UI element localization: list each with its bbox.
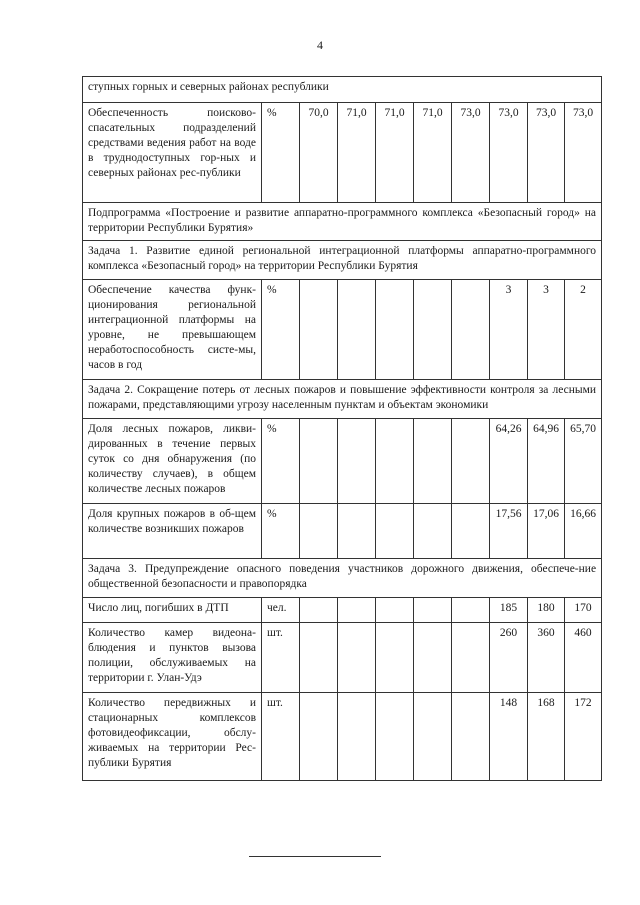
indicator-value: 64,26 bbox=[490, 419, 528, 504]
section-row bbox=[83, 559, 602, 598]
indicator-row bbox=[83, 280, 602, 380]
indicator-value bbox=[338, 504, 376, 559]
indicator-value bbox=[452, 623, 490, 693]
indicator-value bbox=[414, 419, 452, 504]
indicator-value: 148 bbox=[490, 693, 528, 781]
indicator-value bbox=[338, 693, 376, 781]
indicator-value: 2 bbox=[565, 280, 602, 380]
section-row bbox=[83, 77, 602, 103]
indicator-value: 73,0 bbox=[565, 103, 602, 203]
indicator-value bbox=[452, 598, 490, 623]
indicator-value bbox=[452, 419, 490, 504]
indicator-value bbox=[300, 419, 338, 504]
indicator-value bbox=[452, 693, 490, 781]
indicator-value: 460 bbox=[565, 623, 602, 693]
indicator-value: 17,06 bbox=[528, 504, 565, 559]
indicator-value: 168 bbox=[528, 693, 565, 781]
indicator-value: 71,0 bbox=[338, 103, 376, 203]
indicator-value: 65,70 bbox=[565, 419, 602, 504]
indicator-value bbox=[300, 693, 338, 781]
indicator-name: Количество передвижных и стационарных комплексов фотовидеофиксации, обслу-живаемых на территории Рес-публики Бурятия bbox=[83, 693, 262, 781]
indicator-value bbox=[300, 623, 338, 693]
indicator-value: 71,0 bbox=[414, 103, 452, 203]
indicator-name: Доля крупных пожаров в об-щем количестве возникших пожаров bbox=[83, 504, 262, 559]
indicator-value: 260 bbox=[490, 623, 528, 693]
indicator-value: 185 bbox=[490, 598, 528, 623]
section-row bbox=[83, 203, 602, 241]
indicators-table bbox=[82, 76, 602, 781]
section-row bbox=[83, 241, 602, 280]
indicator-name: Число лиц, погибших в ДТП bbox=[83, 598, 262, 623]
indicator-unit: % bbox=[262, 280, 300, 380]
indicator-value bbox=[414, 280, 452, 380]
indicator-unit: чел. bbox=[262, 598, 300, 623]
indicator-value: 180 bbox=[528, 598, 565, 623]
indicator-value bbox=[414, 598, 452, 623]
indicator-value bbox=[414, 693, 452, 781]
indicator-name: Количество камер видеона-блюдения и пунктов вызова полиции, обслуживаемых на территории г. Улан-Удэ bbox=[83, 623, 262, 693]
indicator-row bbox=[83, 598, 602, 623]
indicator-value bbox=[300, 504, 338, 559]
indicator-name: Обеспечение качества функ-ционирования региональной интеграционной платформы на уровне, не превышающем неработоспособность систе-мы, часов в год bbox=[83, 280, 262, 380]
indicator-value bbox=[452, 504, 490, 559]
section-heading: ступных горных и северных районах республики bbox=[83, 77, 602, 103]
indicator-value bbox=[338, 419, 376, 504]
indicator-value bbox=[300, 598, 338, 623]
indicator-row bbox=[83, 504, 602, 559]
indicator-value: 170 bbox=[565, 598, 602, 623]
indicator-row bbox=[83, 103, 602, 203]
indicator-value bbox=[452, 280, 490, 380]
footer-rule bbox=[249, 856, 381, 857]
indicator-value: 73,0 bbox=[490, 103, 528, 203]
section-row bbox=[83, 380, 602, 419]
section-heading: Задача 2. Сокращение потерь от лесных пожаров и повышение эффективности контроля за лесными пожарами, представляющими угрозу населенным пунктам и объектам экономики bbox=[83, 380, 602, 419]
indicator-value: 71,0 bbox=[376, 103, 414, 203]
indicator-value: 73,0 bbox=[452, 103, 490, 203]
indicator-value: 17,56 bbox=[490, 504, 528, 559]
indicator-value bbox=[338, 598, 376, 623]
indicator-unit: шт. bbox=[262, 623, 300, 693]
indicator-value bbox=[376, 693, 414, 781]
indicator-unit: % bbox=[262, 419, 300, 504]
indicator-row bbox=[83, 623, 602, 693]
page-number: 4 bbox=[317, 38, 323, 52]
indicator-value bbox=[338, 280, 376, 380]
indicator-name: Обеспеченность поисково-спасательных подразделений средствами ведения работ на воде в труднодоступных гор-ных и северных районах рес-публики bbox=[83, 103, 262, 203]
section-heading: Задача 1. Развитие единой региональной интеграционной платформы аппаратно-программного комплекса «Безопасный город» на территории Республики Бурятия bbox=[83, 241, 602, 280]
section-heading: Подпрограмма «Построение и развитие аппаратно-программного комплекса «Безопасный город» на территории Республики Бурятия» bbox=[83, 203, 602, 241]
indicator-value bbox=[376, 598, 414, 623]
indicator-value: 172 bbox=[565, 693, 602, 781]
indicator-value: 3 bbox=[490, 280, 528, 380]
indicator-value bbox=[300, 280, 338, 380]
indicator-unit: шт. bbox=[262, 693, 300, 781]
indicator-value: 360 bbox=[528, 623, 565, 693]
section-heading: Задача 3. Предупреждение опасного поведения участников дорожного движения, обеспече-ние общественной безопасности и правопорядка bbox=[83, 559, 602, 598]
indicator-row bbox=[83, 693, 602, 781]
indicator-value: 70,0 bbox=[300, 103, 338, 203]
indicator-value bbox=[376, 504, 414, 559]
indicator-value: 3 bbox=[528, 280, 565, 380]
indicator-value: 73,0 bbox=[528, 103, 565, 203]
indicator-value bbox=[376, 623, 414, 693]
indicator-unit: % bbox=[262, 103, 300, 203]
indicator-value bbox=[414, 504, 452, 559]
indicator-value bbox=[338, 623, 376, 693]
indicator-name: Доля лесных пожаров, ликви-дированных в течение первых суток со дня обнаружения (по количеству случаев), в общем количестве лесных пожаров bbox=[83, 419, 262, 504]
indicator-value bbox=[376, 419, 414, 504]
indicator-value bbox=[414, 623, 452, 693]
indicator-unit: % bbox=[262, 504, 300, 559]
indicator-value: 64,96 bbox=[528, 419, 565, 504]
indicator-value bbox=[376, 280, 414, 380]
indicator-value: 16,66 bbox=[565, 504, 602, 559]
indicator-row bbox=[83, 419, 602, 504]
